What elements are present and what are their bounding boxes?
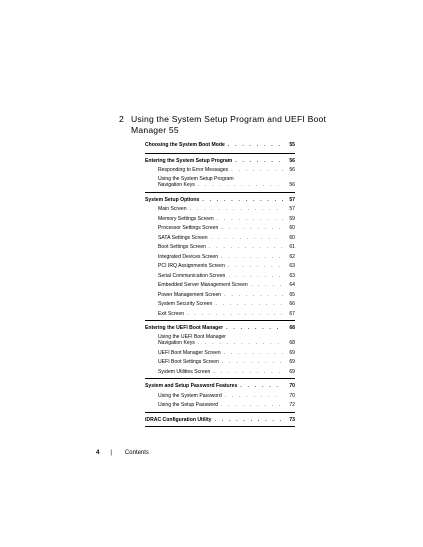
dot-leader — [228, 263, 283, 270]
toc-page-number: 66 — [289, 301, 295, 307]
toc-entry[interactable] — [145, 292, 295, 299]
toc-page-number: 69 — [289, 368, 295, 375]
dot-leader — [222, 359, 283, 366]
toc-heading[interactable] — [145, 417, 295, 424]
toc-entry-title: SATA Settings Screen — [158, 234, 208, 241]
toc-entry[interactable] — [145, 359, 295, 366]
toc-page-number: 60 — [289, 234, 295, 241]
toc-page-number: 67 — [289, 310, 295, 317]
toc-entry-title: Exit Screen — [158, 310, 185, 317]
toc-entry-title: Serial Communication Screen — [158, 272, 226, 279]
dot-leader — [198, 182, 283, 189]
toc-heading[interactable] — [145, 383, 295, 390]
toc-page-number: 68 — [289, 325, 295, 331]
toc-entry[interactable] — [145, 216, 295, 223]
dot-leader — [202, 197, 283, 204]
toc-page-number: 61 — [289, 244, 295, 250]
toc-entry-title: Using the Setup Password — [158, 402, 219, 408]
toc-entry-title: System Setup Options — [145, 196, 200, 203]
toc-page-number: 70 — [289, 392, 295, 399]
toc-section — [145, 158, 295, 193]
toc-entry-title: Choosing the System Boot Mode — [145, 142, 225, 148]
dot-leader — [225, 393, 283, 400]
toc-page-number: 55 — [289, 142, 295, 148]
dot-leader — [235, 158, 283, 165]
toc-entry-title: Main Screen — [158, 206, 187, 212]
toc-page-number: 70 — [289, 383, 295, 389]
dot-leader — [190, 206, 283, 213]
toc-page-number: 60 — [289, 225, 295, 231]
toc-page-number: 62 — [289, 253, 295, 260]
toc-entry-title: Boot Settings Screen — [158, 244, 206, 250]
toc-page-number: 59 — [289, 215, 295, 222]
page-footer — [96, 449, 149, 457]
toc-entry[interactable] — [145, 311, 295, 318]
toc-page-number: 56 — [289, 157, 295, 164]
toc-entry-title: UEFI Boot Settings Screen — [158, 359, 219, 365]
toc-entry-title: Navigation Keys — [158, 340, 195, 346]
dot-leader — [226, 325, 283, 332]
toc-entry-title: System Utilities Screen — [158, 368, 211, 375]
chapter-number: 2 — [119, 114, 124, 124]
footer-separator: | — [110, 450, 112, 456]
dot-leader — [231, 167, 283, 174]
toc-entry[interactable] — [145, 340, 295, 347]
toc-page-number: 69 — [289, 359, 295, 365]
dot-leader — [240, 383, 283, 390]
toc-entry[interactable] — [145, 393, 295, 400]
footer-page-number: 4 — [96, 450, 100, 456]
toc-page-number: 73 — [289, 416, 295, 423]
toc-page-number: 56 — [289, 167, 295, 173]
toc-entry-title: Responding to Error Messages — [158, 167, 229, 173]
dot-leader — [224, 350, 283, 357]
toc-page-number: 68 — [289, 340, 295, 346]
toc-heading[interactable] — [145, 197, 295, 204]
toc-entry-title: Processor Settings Screen — [158, 225, 219, 231]
toc-page-number: 63 — [289, 263, 295, 269]
toc-entry[interactable] — [145, 206, 295, 213]
toc-entry-title: Entering the UEFI Boot Manager — [145, 325, 224, 331]
toc-entry-title: Integrated Devices Screen — [158, 253, 219, 260]
toc-entry-title: UEFI Boot Manager Screen — [158, 349, 221, 356]
dot-leader — [217, 216, 283, 223]
toc-entry[interactable] — [145, 369, 295, 376]
toc-entry[interactable] — [145, 254, 295, 261]
dot-leader — [215, 301, 283, 308]
dot-leader — [187, 311, 283, 318]
toc-page-number: 72 — [289, 402, 295, 408]
toc-entry-title: PCI IRQ Assignments Screen — [158, 263, 225, 269]
dot-leader — [211, 235, 283, 242]
toc-page-number: 64 — [289, 282, 295, 288]
toc-section — [145, 197, 295, 322]
dot-leader — [228, 142, 283, 149]
toc-section — [145, 417, 295, 428]
toc-page-number: 65 — [289, 291, 295, 298]
toc-entry-title: System Security Screen — [158, 301, 213, 307]
dot-leader — [228, 273, 283, 280]
toc-page-number: 63 — [289, 272, 295, 279]
toc-section — [145, 142, 295, 154]
toc-heading[interactable] — [145, 325, 295, 332]
chapter-title: Using the System Setup Program and UEFI Boot Manager 55 — [131, 114, 327, 135]
toc-entry[interactable] — [145, 402, 295, 409]
toc-entry-title: Navigation Keys — [158, 182, 195, 188]
dot-leader — [221, 225, 283, 232]
toc-page-number: 69 — [289, 349, 295, 356]
toc-section — [145, 383, 295, 413]
dot-leader — [198, 340, 283, 347]
toc-entry-title: Entering the System Setup Program — [145, 157, 233, 164]
dot-leader — [221, 254, 283, 261]
toc-entry[interactable] — [145, 301, 295, 308]
toc-heading[interactable] — [145, 158, 295, 165]
toc-entry-title: iDRAC Configuration Utility — [145, 416, 212, 423]
table-of-contents — [145, 142, 295, 427]
dot-leader — [209, 244, 283, 251]
toc-entry-lead: Using the System Setup Program — [158, 175, 234, 182]
toc-entry-title: Using the System Password — [158, 392, 222, 399]
toc-heading[interactable] — [145, 142, 295, 149]
toc-page-number: 57 — [289, 206, 295, 212]
toc-entry-lead: Using the UEFI Boot Manager — [158, 333, 226, 340]
dot-leader — [213, 369, 283, 376]
toc-entry[interactable] — [145, 244, 295, 251]
toc-entry[interactable] — [145, 273, 295, 280]
toc-entry[interactable] — [145, 225, 295, 232]
toc-entry[interactable] — [145, 282, 295, 289]
toc-entry[interactable] — [145, 167, 295, 174]
toc-entry-title: Memory Settings Screen — [158, 215, 214, 222]
toc-page-number: 56 — [289, 182, 295, 188]
toc-section — [145, 325, 295, 379]
toc-entry[interactable] — [145, 182, 295, 189]
dot-leader — [251, 282, 283, 289]
toc-page-number: 57 — [289, 196, 295, 203]
footer-label: Contents — [124, 450, 149, 456]
toc-entry[interactable] — [145, 350, 295, 357]
toc-entry-title: System and Setup Password Features — [145, 383, 238, 389]
dot-leader — [221, 402, 283, 409]
dot-leader — [215, 417, 284, 424]
toc-entry-title: Embedded Server Management Screen — [158, 282, 248, 288]
dot-leader — [224, 292, 283, 299]
toc-entry[interactable] — [145, 263, 295, 270]
toc-entry[interactable] — [145, 235, 295, 242]
toc-entry-title: Power Management Screen — [158, 291, 222, 298]
